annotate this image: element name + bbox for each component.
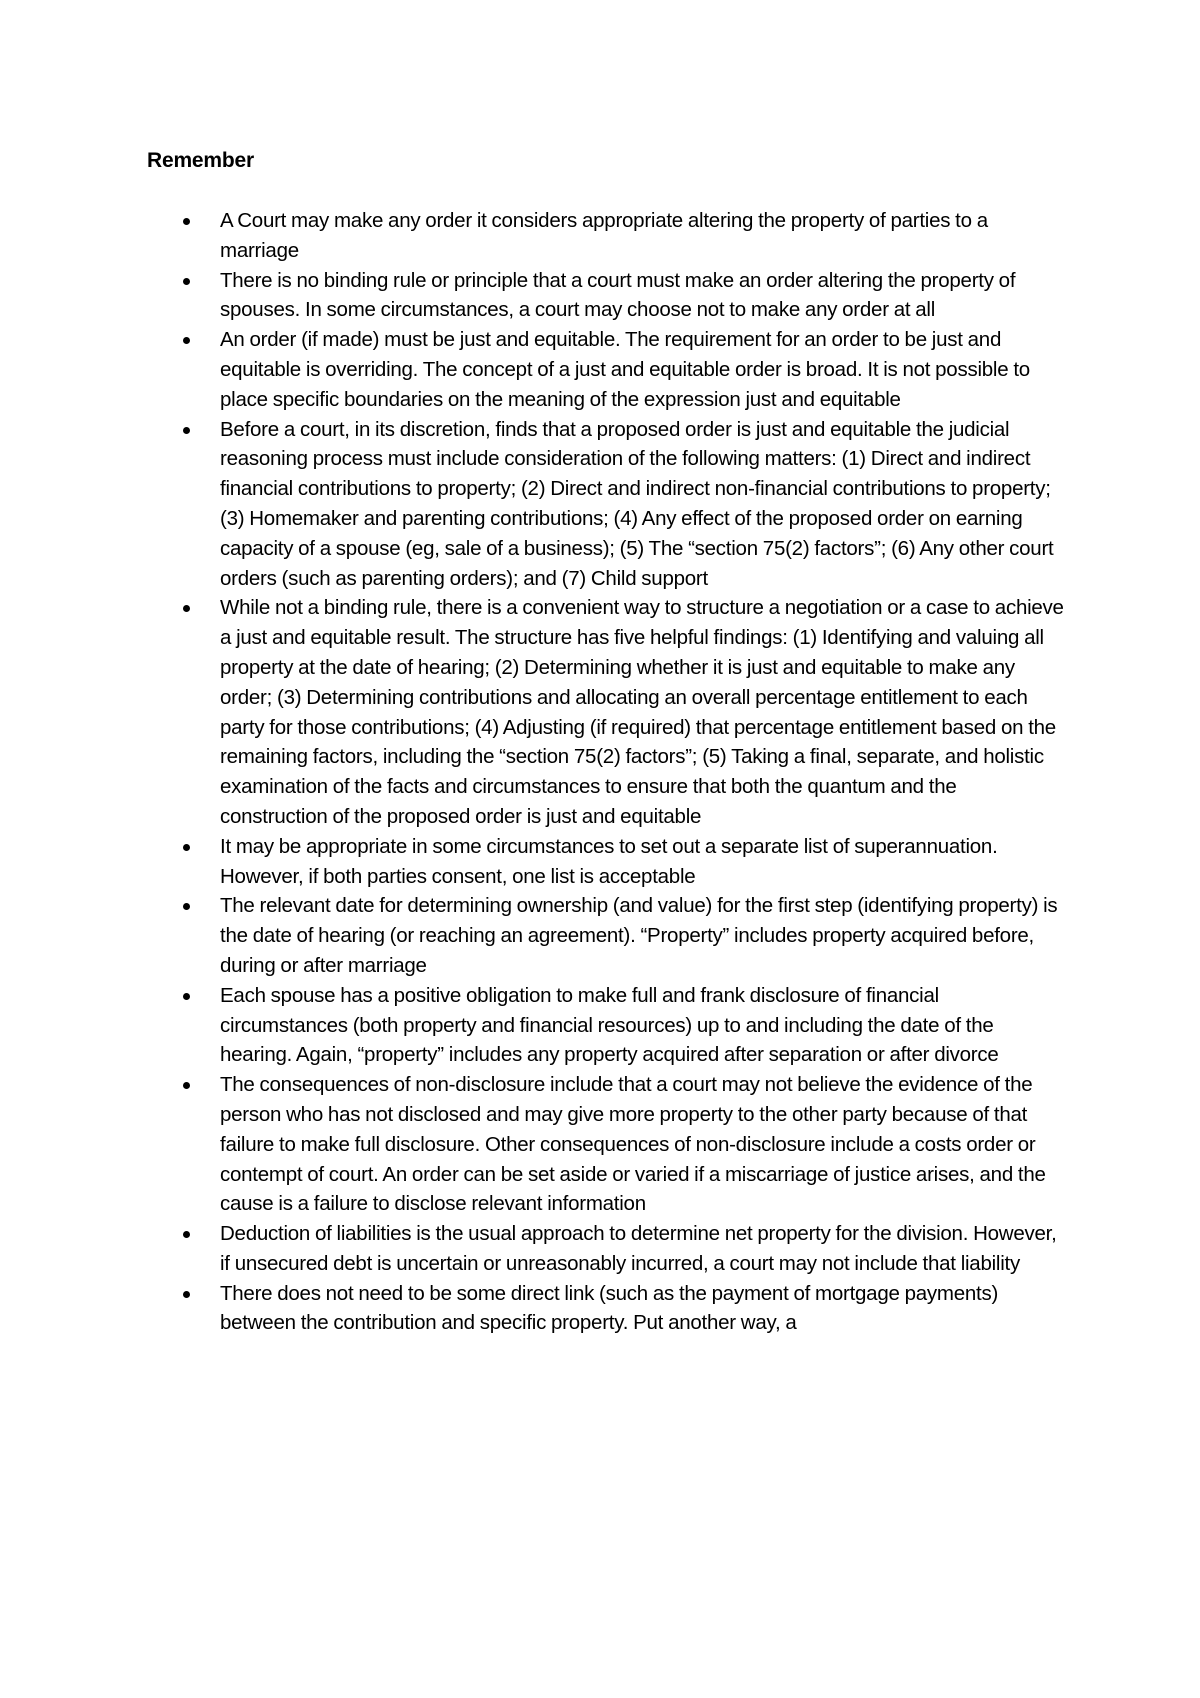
list-item (147, 325, 1067, 414)
list-item-text: There is no binding rule or principle that a court must make an order altering the property of spouses. In some circumstances, a court may choose not to make any order at all (220, 268, 1016, 322)
bullet-icon (183, 1231, 190, 1238)
bullet-icon (183, 1291, 190, 1298)
list-item-text: The relevant date for determining ownership (and value) for the first step (identifying property) is the date of hearing (or reaching an agreement). “Property” includes property acquired before, during or after marriage (220, 894, 1058, 977)
list-item-text: While not a binding rule, there is a convenient way to structure a negotiation or a case to achieve a just and equitable result. The structure has five helpful findings: (1) Identifying and valuing all property at the date of hearing; (2) Determining whether it is just and equitable to make any order; (3) Determining contributions and allocating an overall percentage entitlement to each party for those contributions; (4) Adjusting (if required) that percentage entitlement based on the remaining factors, including the “section 75(2) factors”; (5) Taking a final, separate, and holistic examination of the facts and circumstances to ensure that both the quantum and the construction of the proposed order is just and equitable (220, 596, 1064, 828)
list-item (147, 832, 1067, 892)
list-item-text: It may be appropriate in some circumstances to set out a separate list of superannuation. However, if both parties consent, one list is acceptable (220, 834, 998, 888)
list-item (147, 415, 1067, 594)
list-item (147, 1070, 1067, 1219)
list-item-text: Before a court, in its discretion, finds that a proposed order is just and equitable the judicial reasoning process must include consideration of the following matters: (1) Direct and indirect financial contributions to property; (2) Direct and indirect non-financial contributions to property; (3) Homemaker and parenting contributions; (4) Any effect of the proposed order on earning capacity of a spouse (eg, sale of a business); (5) The “section 75(2) factors”; (6) Any other court orders (such as parenting orders); and (7) Child support (220, 417, 1054, 590)
bullet-icon (183, 993, 190, 1000)
list-item-text: The consequences of non-disclosure include that a court may not believe the evidence of the person who has not disclosed and may give more property to the other party because of that failure to make full disclosure. Other consequences of non-disclosure include a costs order or contempt of court. An order can be set aside or varied if a miscarriage of justice arises, and the cause is a failure to disclose relevant information (220, 1073, 1046, 1216)
list-item-text: Deduction of liabilities is the usual approach to determine net property for the division. However, if unsecured debt is uncertain or unreasonably incurred, a court may not include that liability (220, 1222, 1057, 1275)
list-item-text: A Court may make any order it considers appropriate altering the property of parties to a marriage (220, 209, 988, 262)
bullet-icon (183, 427, 190, 434)
list-item-text: Each spouse has a positive obligation to make full and frank disclosure of financial circumstances (both property and financial resources) up to and including the date of the hearing. Again, “property” includes any property acquired after separation or after divorce (220, 983, 999, 1067)
bullet-icon (183, 218, 190, 225)
page-heading: Remember (147, 149, 254, 172)
list-item (147, 1279, 1067, 1339)
bullet-icon (183, 903, 190, 910)
bullet-icon (183, 844, 190, 851)
list-item-text: There does not need to be some direct link (such as the payment of mortgage payments) between the contribution and specific property. Put another way, a (220, 1281, 999, 1335)
bullet-list (147, 206, 1067, 1338)
list-item (147, 981, 1067, 1070)
bullet-icon (183, 278, 190, 285)
bullet-icon (183, 337, 190, 344)
list-item (147, 1219, 1067, 1279)
list-item (147, 206, 1067, 266)
list-item (147, 593, 1067, 831)
bullet-icon (183, 1082, 190, 1089)
list-item-text: An order (if made) must be just and equitable. The requirement for an order to be just and equitable is overriding. The concept of a just and equitable order is broad. It is not possible to place specific boundaries on the meaning of the expression just and equitable (220, 328, 1030, 411)
list-item (147, 891, 1067, 980)
bullet-icon (183, 605, 190, 612)
list-item (147, 266, 1067, 326)
